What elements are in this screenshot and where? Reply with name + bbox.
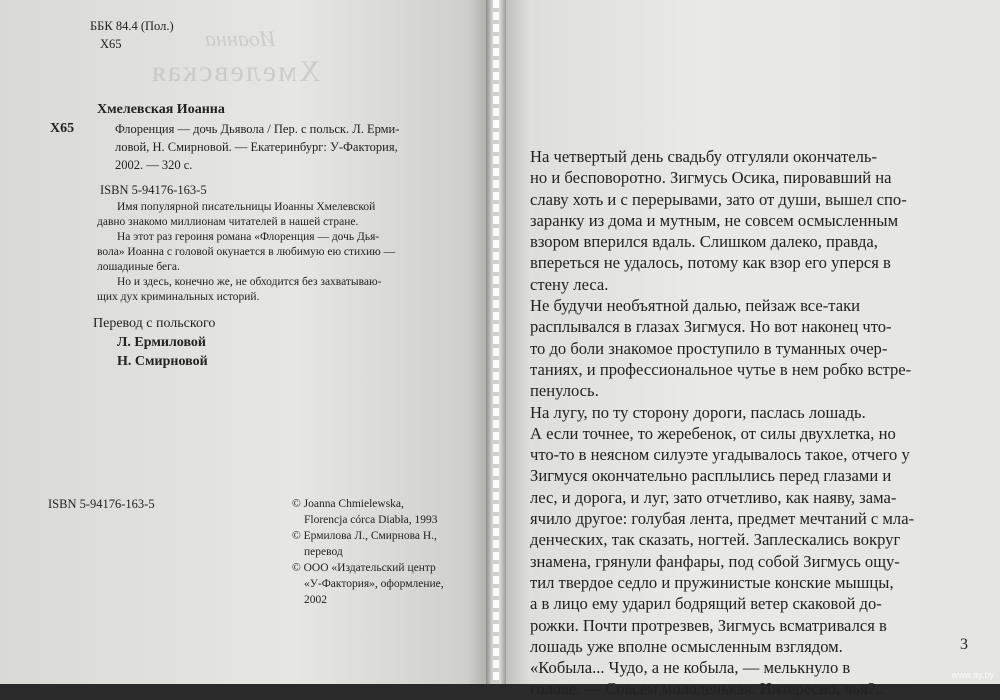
translator-2: Н. Смирновой bbox=[117, 354, 208, 369]
copyright-line-1: © Joanna Chmielewska, bbox=[292, 498, 404, 510]
annotation-line-5: лошадиные бега. bbox=[97, 261, 180, 273]
annotation-line-4: вола» Иоанна с головой окунается в любимую ею стихию — bbox=[97, 246, 396, 258]
text-line: заранку из дома и мутным, не совсем осмысленным bbox=[530, 210, 899, 230]
binding-stitch bbox=[493, 0, 499, 684]
text-line: но и бесповоротно. Зигмусь Осика, пировавший на bbox=[530, 168, 892, 188]
bib-line-3: 2002. — 320 с. bbox=[115, 158, 193, 172]
text-line: расплывался в глазах Зигмуся. Но вот наконец что- bbox=[530, 317, 892, 337]
site-watermark: www.ay.by bbox=[951, 670, 994, 680]
text-line: впереться не удалось, потому как взор его уперся в bbox=[530, 253, 891, 273]
copyright-line-5: © ООО «Издательский центр bbox=[292, 562, 436, 574]
text-line: стену леса. bbox=[530, 274, 609, 294]
text-line: знамена, грянули фанфары, под собой Зигмусь ощу- bbox=[530, 551, 900, 571]
copyright-line-4: перевод bbox=[304, 546, 343, 558]
copyright-line-3: © Ермилова Л., Смирнова Н., bbox=[292, 530, 437, 542]
annotation-line-2: давно знакомо миллионам читателей в нашей стране. bbox=[97, 216, 359, 228]
chapter-text bbox=[530, 146, 950, 700]
text-line: то до боли знакомое проступило в туманных очер- bbox=[530, 338, 888, 358]
copyright-line-2: Florencja córca Diabła, 1993 bbox=[304, 514, 438, 526]
bbk-code: ББК 84.4 (Пол.) bbox=[90, 19, 174, 33]
isbn-bottom: ISBN 5-94176-163-5 bbox=[48, 497, 155, 511]
text-line: что-то в неясном силуэте угадывалось такое, отчего у bbox=[530, 445, 910, 465]
text-line: голове. — Совсем молоденькая. Интересно, чья?.. bbox=[530, 679, 884, 699]
text-line: взором вперился вдаль. Слишком далеко, правда, bbox=[530, 232, 878, 252]
text-line: денческих, так сказать, ногтей. Заплескались вокруг bbox=[530, 530, 901, 550]
text-line: На лугу, по ту сторону дороги, паслась лошадь. bbox=[530, 402, 866, 422]
text-line: а в лицо ему ударил бодрящий ветер скаковой до- bbox=[530, 594, 882, 614]
translator-1: Л. Ермиловой bbox=[117, 335, 206, 350]
page-number: 3 bbox=[960, 636, 968, 653]
text-line: таниях, и профессиональное чутье в нем робко встре- bbox=[530, 359, 912, 379]
copyright-line-6: «У-Фактория», оформление, bbox=[304, 578, 444, 590]
text-line: ячило другое: голубая лента, предмет мечтаний с мла- bbox=[530, 509, 915, 529]
bib-line-1: Флоренция — дочь Дьявола / Пер. с польск. Л. Ерми- bbox=[115, 122, 400, 136]
text-line: На четвертый день свадьбу отгуляли окончатель- bbox=[530, 147, 877, 166]
translation-label: Перевод с польского bbox=[93, 316, 216, 331]
text-line: Зигмуся окончательно расплылись перед глазами и bbox=[530, 466, 892, 486]
bib-line-2: ловой, Н. Смирновой. — Екатеринбург: У-Фактория, bbox=[115, 140, 398, 154]
author-mark-top: Х65 bbox=[100, 37, 122, 51]
annotation-line-3: На этот раз героиня романа «Флоренция — дочь Дья- bbox=[117, 231, 380, 243]
author-name: Хмелевская Иоанна bbox=[97, 102, 225, 117]
text-line: славу хоть и с перерывами, зато от души, вышел спо- bbox=[530, 189, 907, 209]
text-line: «Кобыла... Чудо, а не кобыла, — мелькнуло в bbox=[530, 658, 851, 678]
showthrough-author: Хмелевская bbox=[150, 55, 321, 88]
text-line: лес, и дорога, и луг, зато отчетливо, как наяву, зама- bbox=[530, 487, 897, 507]
text-line: Не будучи необъятной далью, пейзаж все-таки bbox=[530, 296, 861, 316]
text-line: рожки. Почти протрезвев, Зигмусь всматривался в bbox=[530, 615, 887, 635]
annotation-line-7: щих дух криминальных историй. bbox=[97, 291, 260, 303]
author-mark: Х65 bbox=[50, 121, 75, 136]
copyright-line-7: 2002 bbox=[304, 594, 327, 606]
isbn-top: ISBN 5-94176-163-5 bbox=[100, 183, 207, 197]
text-line: пенулось. bbox=[530, 381, 599, 401]
text-line: тил твердое седло и пружинистые конские мышцы, bbox=[530, 572, 894, 592]
showthrough-name: Иоанна bbox=[205, 26, 276, 51]
text-line: лошадь уже вполне осмысленным взглядом. bbox=[530, 636, 843, 656]
text-line: А если точнее, то жеребенок, от силы двухлетка, но bbox=[530, 423, 896, 443]
annotation-line-6: Но и здесь, конечно же, не обходится без захватываю- bbox=[117, 276, 382, 288]
annotation-line-1: Имя популярной писательницы Иоанны Хмелевской bbox=[117, 201, 376, 213]
